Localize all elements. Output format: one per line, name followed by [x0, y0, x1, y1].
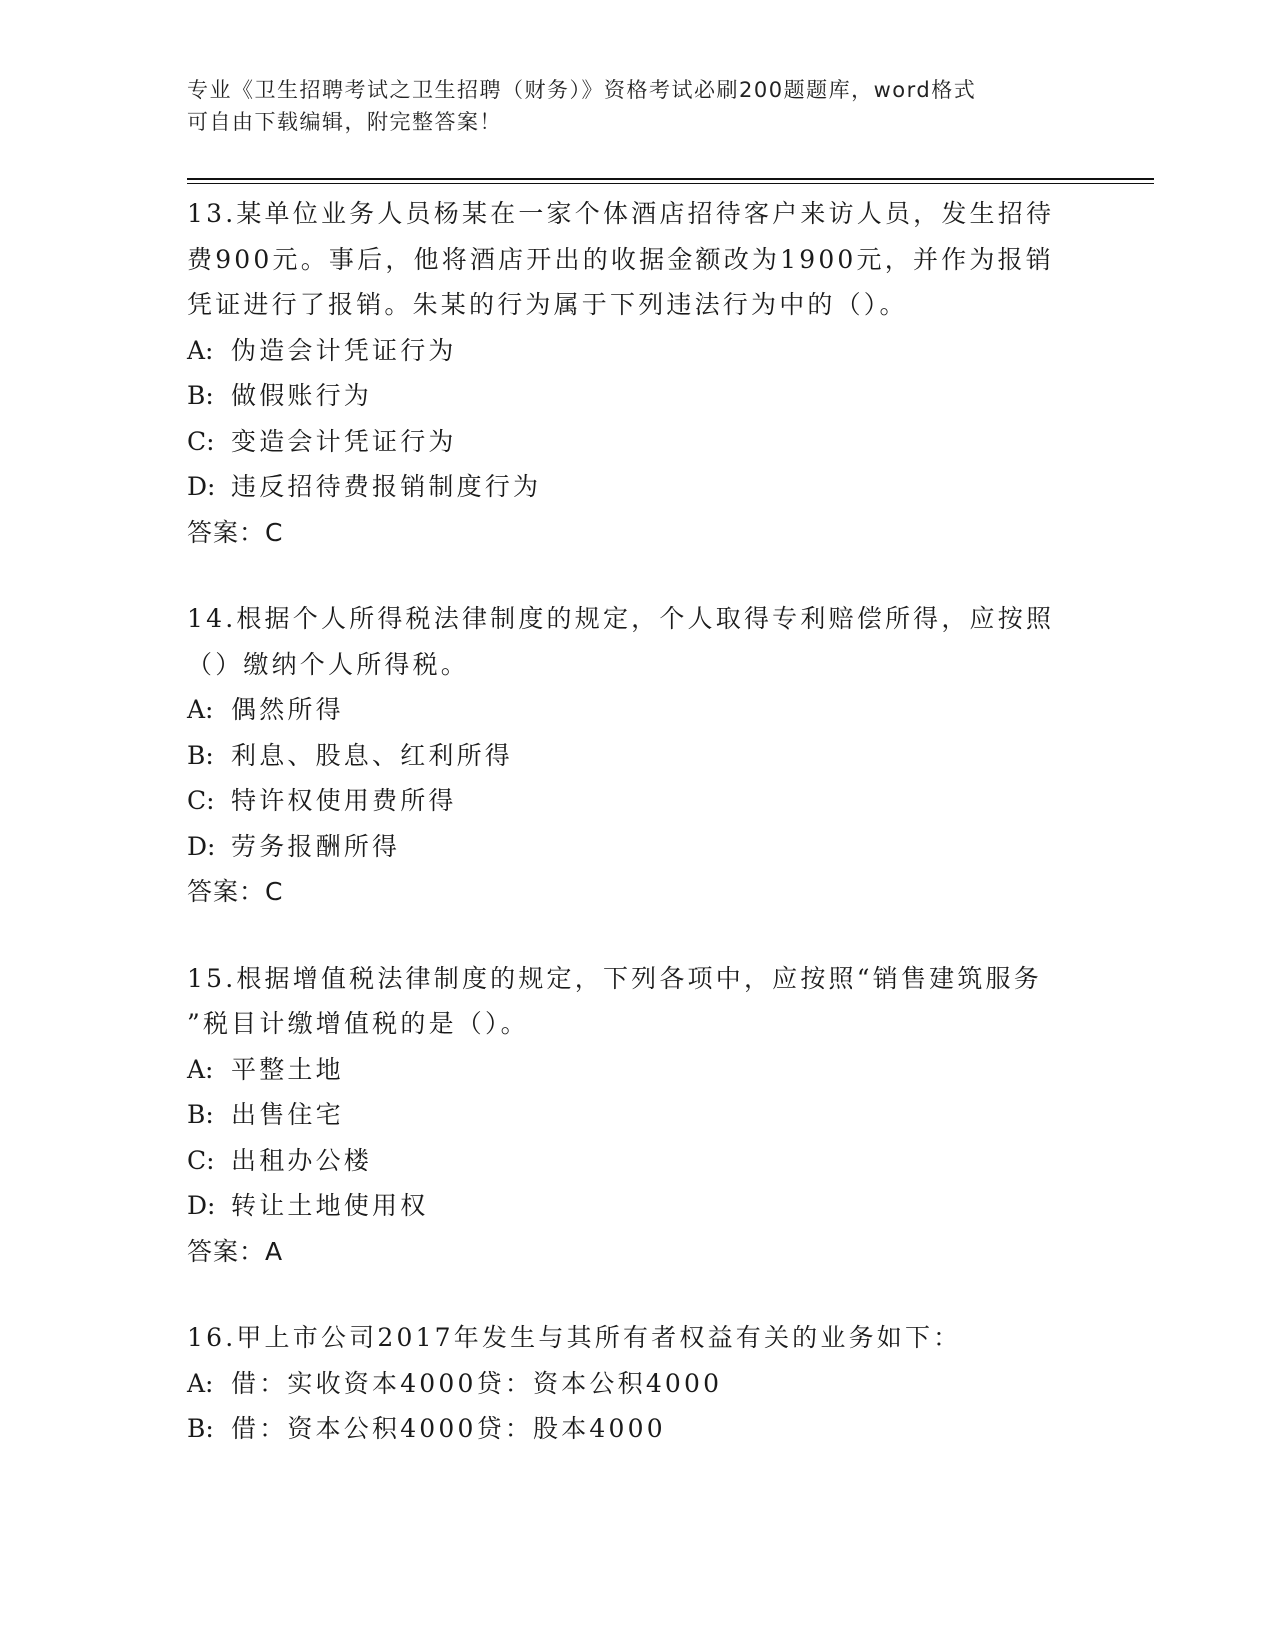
header-line-1: 专业《卫生招聘考试之卫生招聘（财务）》资格考试必刷200题题库，word格式 [187, 78, 977, 102]
question-15 [187, 956, 1087, 1275]
option-text: 违反招待费报销制度行为 [231, 472, 542, 501]
question-text-line: 14.根据个人所得税法律制度的规定，个人取得专利赔偿所得，应按照 [187, 604, 1055, 633]
option-text: 利息、股息、红利所得 [231, 740, 514, 770]
option-key: C: [187, 1145, 215, 1175]
option-key: C: [187, 426, 215, 456]
option-d [187, 464, 1087, 510]
question-16 [187, 1315, 1087, 1452]
option-key: D: [187, 831, 216, 861]
question-13 [187, 191, 1087, 555]
option-b [187, 1406, 1087, 1452]
answer-line: 答案：A [187, 1236, 284, 1266]
answer-line: 答案：C [187, 517, 284, 547]
option-key: A: [187, 1368, 214, 1398]
option-key: B: [187, 740, 214, 770]
question-text-line: 凭证进行了报销。朱某的行为属于下列违法行为中的（）。 [187, 290, 908, 319]
option-key: B: [187, 1100, 214, 1129]
option-c [187, 419, 1087, 465]
option-a [187, 1361, 1087, 1407]
question-text-line: 费900元。事后，他将酒店开出的收据金额改为1900元，并作为报销 [187, 244, 1054, 274]
option-key: A: [187, 335, 214, 365]
option-d [187, 1183, 1087, 1229]
option-text: 偶然所得 [231, 695, 344, 724]
option-text: 出售住宅 [231, 1100, 344, 1129]
question-text-line: （）缴纳个人所得税。 [187, 649, 470, 679]
option-text: 变造会计凭证行为 [231, 426, 457, 456]
question-14 [187, 596, 1087, 915]
option-key: A: [187, 695, 214, 724]
question-text-line: 13.某单位业务人员杨某在一家个体酒店招待客户来访人员，发生招待 [187, 199, 1055, 228]
question-text-line: 15.根据增值税法律制度的规定，下列各项中，应按照“销售建筑服务 [187, 963, 1042, 993]
option-b [187, 373, 1087, 419]
answer-line: 答案：C [187, 877, 284, 906]
question-text-line: 16.甲上市公司2017年发生与其所有者权益有关的业务如下： [187, 1323, 962, 1352]
question-text-line: ”税目计缴增值税的是（）。 [187, 1009, 529, 1038]
option-key: D: [187, 472, 216, 501]
option-a [187, 1047, 1087, 1093]
option-key: B: [187, 1414, 214, 1443]
option-a [187, 687, 1087, 733]
option-c [187, 1138, 1087, 1184]
option-key: A: [187, 1054, 214, 1084]
option-text: 借：实收资本4000贷：资本公积4000 [231, 1368, 723, 1398]
option-text: 伪造会计凭证行为 [231, 335, 457, 365]
option-key: C: [187, 786, 215, 815]
option-text: 借：资本公积4000贷：股本4000 [231, 1414, 666, 1443]
option-a [187, 328, 1087, 374]
header-divider-thick [187, 178, 1154, 180]
question-list [187, 191, 1087, 1493]
option-c [187, 778, 1087, 824]
document-header [187, 74, 1067, 138]
option-key: D: [187, 1191, 216, 1220]
option-b [187, 1092, 1087, 1138]
option-text: 做假账行为 [231, 381, 373, 410]
option-key: B: [187, 381, 214, 410]
option-text: 转让土地使用权 [231, 1191, 429, 1220]
option-d [187, 824, 1087, 870]
option-text: 平整土地 [231, 1054, 344, 1084]
option-b [187, 733, 1087, 779]
header-line-2: 可自由下载编辑，附完整答案！ [187, 110, 502, 134]
option-text: 出租办公楼 [231, 1145, 373, 1175]
header-divider-thin [187, 183, 1154, 184]
option-text: 劳务报酬所得 [231, 831, 401, 861]
option-text: 特许权使用费所得 [231, 786, 457, 815]
